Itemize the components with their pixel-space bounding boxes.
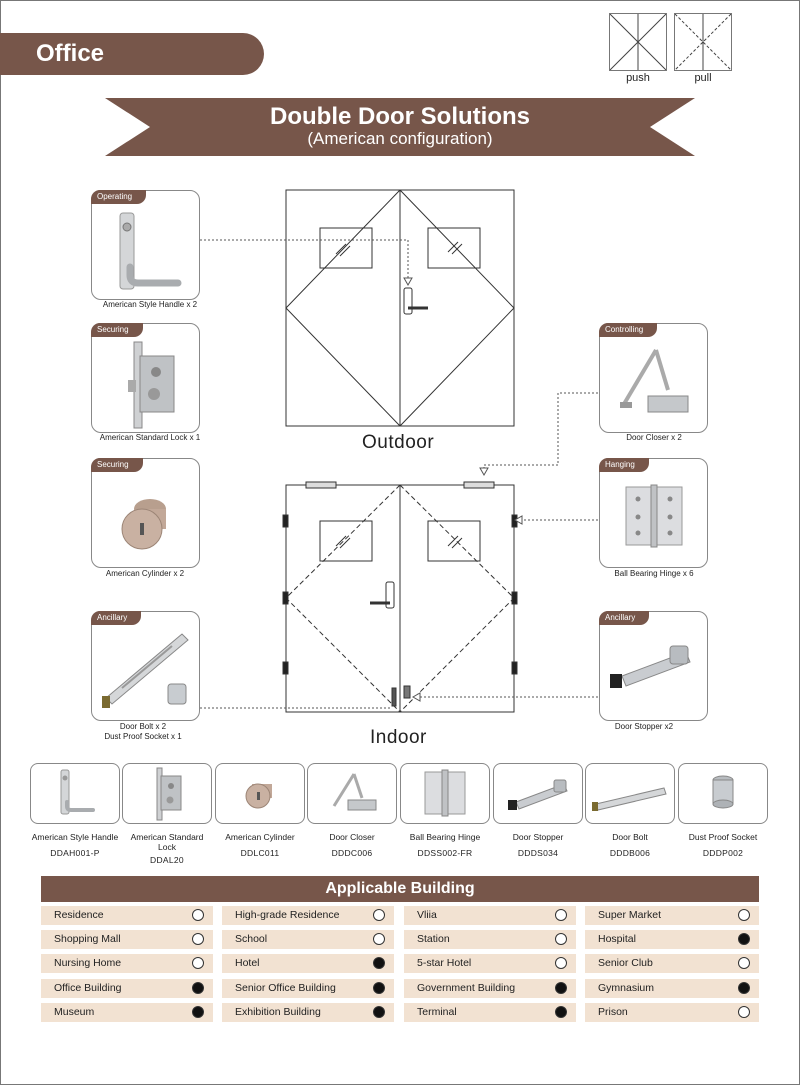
building-cell [404, 1003, 576, 1022]
applicable-heading: Applicable Building [41, 876, 759, 902]
building-label: Office Building [54, 982, 122, 994]
section-title: Office [36, 40, 105, 67]
building-label: Government Building [417, 982, 516, 994]
building-cell [404, 930, 576, 949]
outdoor-door [286, 190, 514, 426]
card-tag: Hanging [599, 458, 649, 472]
building-label: High-grade Residence [235, 909, 340, 921]
building-label: Terminal [417, 1006, 457, 1018]
applicable-empty-circle-icon [373, 909, 385, 921]
component-card-closer [599, 323, 708, 433]
building-cell [41, 930, 213, 949]
applicable-empty-circle-icon [555, 933, 567, 945]
banner-subtitle: (American configuration) [307, 129, 493, 148]
door-bolt-icon [92, 624, 199, 720]
hinge-icon [401, 764, 489, 823]
building-cell [404, 906, 576, 925]
product-card [215, 763, 305, 824]
applicable-empty-circle-icon [738, 957, 750, 969]
applicable-empty-circle-icon [555, 909, 567, 921]
product-card [30, 763, 120, 824]
mortise-lock-icon [92, 336, 199, 432]
card-caption: American Cylinder x 2 [105, 569, 185, 578]
building-label: Super Market [598, 909, 662, 921]
leader-lines [200, 240, 598, 708]
applicable-empty-circle-icon [192, 933, 204, 945]
product-code: DDDB006 [609, 848, 651, 858]
building-label: Vliia [417, 909, 437, 921]
building-cell [222, 954, 394, 973]
product-name [121, 832, 213, 852]
product-code: DDAH001-P [50, 848, 100, 858]
product-name-text: American Standard Lock [130, 832, 204, 852]
product-card [678, 763, 768, 824]
product-name: Ball Bearing Hinge [409, 832, 481, 842]
product-card [400, 763, 490, 824]
product-code: DDSS002-FR [417, 848, 473, 858]
card-tag: Ancillary [91, 611, 141, 625]
building-cell [41, 1003, 213, 1022]
product-card [493, 763, 583, 824]
component-card-handle [91, 190, 200, 300]
applicable-filled-circle-icon [555, 982, 567, 994]
building-label: Station [417, 933, 450, 945]
card-tag: Ancillary [599, 611, 649, 625]
building-cell [41, 954, 213, 973]
building-cell [222, 1003, 394, 1022]
door-closer-icon [600, 336, 707, 432]
card-caption: American Standard Lock x 1 [99, 433, 201, 442]
building-label: Residence [54, 909, 104, 921]
product-card [307, 763, 397, 824]
product-card [122, 763, 212, 824]
cylinder-icon [92, 471, 199, 567]
building-cell [585, 906, 759, 925]
building-cell [585, 979, 759, 998]
applicable-filled-circle-icon [555, 1006, 567, 1018]
building-cell [585, 954, 759, 973]
product-name: Door Stopper [512, 832, 564, 842]
product-name: Door Closer [329, 832, 375, 842]
card-tag: Operating [91, 190, 146, 204]
dust-socket-icon [679, 764, 767, 823]
lever-handle-icon [31, 764, 119, 823]
building-cell [585, 1003, 759, 1022]
applicable-filled-circle-icon [738, 982, 750, 994]
door-stopper-icon [494, 764, 582, 823]
card-caption: Door Bolt x 2 [119, 722, 167, 731]
applicable-filled-circle-icon [373, 982, 385, 994]
card-caption: Door Closer x 2 [626, 433, 682, 442]
product-code: DDDS034 [517, 848, 559, 858]
building-cell [41, 906, 213, 925]
product-name: American Cylinder [225, 832, 295, 842]
applicable-empty-circle-icon [192, 909, 204, 921]
door-closer-icon [308, 764, 396, 823]
applicable-filled-circle-icon [192, 982, 204, 994]
cylinder-icon [216, 764, 304, 823]
building-label: Gymnasium [598, 982, 655, 994]
product-name: Dust Proof Socket [688, 832, 758, 842]
building-cell [222, 930, 394, 949]
applicable-filled-circle-icon [738, 933, 750, 945]
building-cell [585, 930, 759, 949]
product-code: DDLC011 [240, 848, 280, 858]
applicable-filled-circle-icon [373, 1006, 385, 1018]
applicable-empty-circle-icon [373, 933, 385, 945]
product-code: DDAL20 [150, 855, 184, 865]
building-label: Senior Office Building [235, 982, 336, 994]
applicable-empty-circle-icon [738, 1006, 750, 1018]
building-label: School [235, 933, 268, 945]
component-card-lock [91, 323, 200, 433]
building-label: Museum [54, 1006, 95, 1018]
building-label: Exhibition Building [235, 1006, 321, 1018]
component-card-stopper [599, 611, 708, 721]
building-label: Shopping Mall [54, 933, 121, 945]
building-cell [222, 979, 394, 998]
product-card [585, 763, 675, 824]
banner-title: Double Door Solutions [270, 103, 530, 130]
building-cell [222, 906, 394, 925]
product-code: DDDC006 [331, 848, 373, 858]
building-label: 5-star Hotel [417, 957, 472, 969]
building-label: Prison [598, 1006, 628, 1018]
lever-handle-icon [92, 203, 199, 299]
card-caption-2: Dust Proof Socket x 1 [104, 732, 182, 741]
card-caption: American Style Handle x 2 [102, 300, 198, 309]
card-tag: Securing [91, 458, 143, 472]
pull-legend-label: pull [694, 72, 712, 84]
door-stopper-icon [600, 624, 707, 720]
arrowheads [404, 278, 522, 701]
outdoor-label: Outdoor [362, 432, 435, 453]
applicable-empty-circle-icon [555, 957, 567, 969]
building-cell [404, 979, 576, 998]
card-tag: Controlling [599, 323, 657, 337]
product-name: Door Bolt [612, 832, 648, 842]
push-legend-label: push [626, 72, 650, 84]
indoor-door [283, 482, 517, 712]
product-code: DDDP002 [702, 848, 744, 858]
building-cell [41, 979, 213, 998]
component-card-hinge [599, 458, 708, 568]
building-label: Hospital [598, 933, 636, 945]
hinge-icon [600, 471, 707, 567]
building-label: Hotel [235, 957, 260, 969]
building-cell [404, 954, 576, 973]
component-card-bolt [91, 611, 200, 721]
mortise-lock-icon [123, 764, 211, 823]
card-tag: Securing [91, 323, 143, 337]
card-caption: Ball Bearing Hinge x 6 [614, 569, 694, 578]
card-caption: Door Stopper x2 [614, 722, 674, 731]
product-name: American Style Handle [31, 832, 119, 842]
door-bolt-icon [586, 764, 674, 823]
applicable-empty-circle-icon [192, 957, 204, 969]
applicable-empty-circle-icon [738, 909, 750, 921]
building-label: Nursing Home [54, 957, 122, 969]
component-card-cylinder [91, 458, 200, 568]
applicable-filled-circle-icon [373, 957, 385, 969]
indoor-label: Indoor [370, 727, 427, 748]
building-label: Senior Club [598, 957, 653, 969]
applicable-filled-circle-icon [192, 1006, 204, 1018]
